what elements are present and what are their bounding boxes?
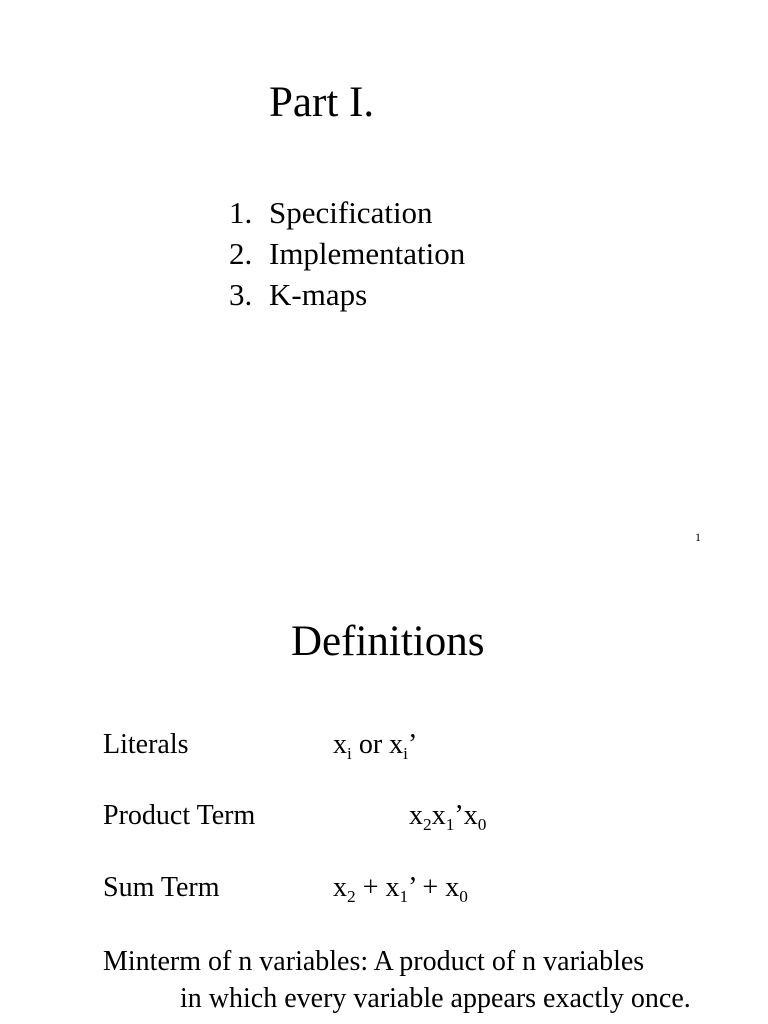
expr-subscript: 0 <box>477 815 487 835</box>
outline-item-number: 2. <box>229 236 253 271</box>
minterm-definition <box>103 943 691 1017</box>
expr-text: ’ <box>407 729 418 760</box>
expr-subscript: 1 <box>445 815 455 835</box>
expr-text: ’x <box>454 800 478 831</box>
expr-subscript: i <box>403 744 408 764</box>
minterm-line: in which every variable appears exactly once. <box>180 983 691 1014</box>
outline-item <box>229 237 465 278</box>
expr-text: x <box>333 872 347 903</box>
expr-subscript: 2 <box>423 815 432 835</box>
expr-text: or x <box>351 729 404 760</box>
definition-label: Literals <box>103 729 189 760</box>
expr-text: x <box>431 800 446 831</box>
outline-item <box>229 196 465 237</box>
slide-title: Definitions <box>291 618 485 665</box>
definition-literals <box>0 729 768 769</box>
outline-list <box>229 196 465 319</box>
outline-item-number: 3. <box>229 277 253 312</box>
expr-text: + x <box>355 872 400 903</box>
outline-item-text: K-maps <box>269 277 368 312</box>
expr-var: x <box>333 729 347 760</box>
outline-item-text: Implementation <box>269 236 466 271</box>
outline-item <box>229 278 465 319</box>
definition-label: Product Term <box>103 800 256 831</box>
expr-subscript: 1 <box>399 887 409 907</box>
expr-subscript: 0 <box>459 887 468 907</box>
minterm-line: Minterm of n variables: A product of n variables <box>103 946 645 977</box>
definition-product-term <box>0 800 768 840</box>
outline-item-number: 1. <box>229 195 253 230</box>
definition-sum-term <box>0 872 768 912</box>
definition-expression <box>409 800 487 835</box>
expr-text: ’ + x <box>408 872 460 903</box>
definition-expression <box>333 872 468 907</box>
slide-title: Part I. <box>269 79 375 126</box>
outline-item-text: Specification <box>269 195 433 230</box>
expr-subscript: i <box>347 744 352 764</box>
definition-expression <box>333 729 418 764</box>
expr-text: x <box>409 800 423 831</box>
expr-subscript: 2 <box>347 887 356 907</box>
page-number: 1 <box>695 530 701 544</box>
definition-label: Sum Term <box>103 872 220 903</box>
